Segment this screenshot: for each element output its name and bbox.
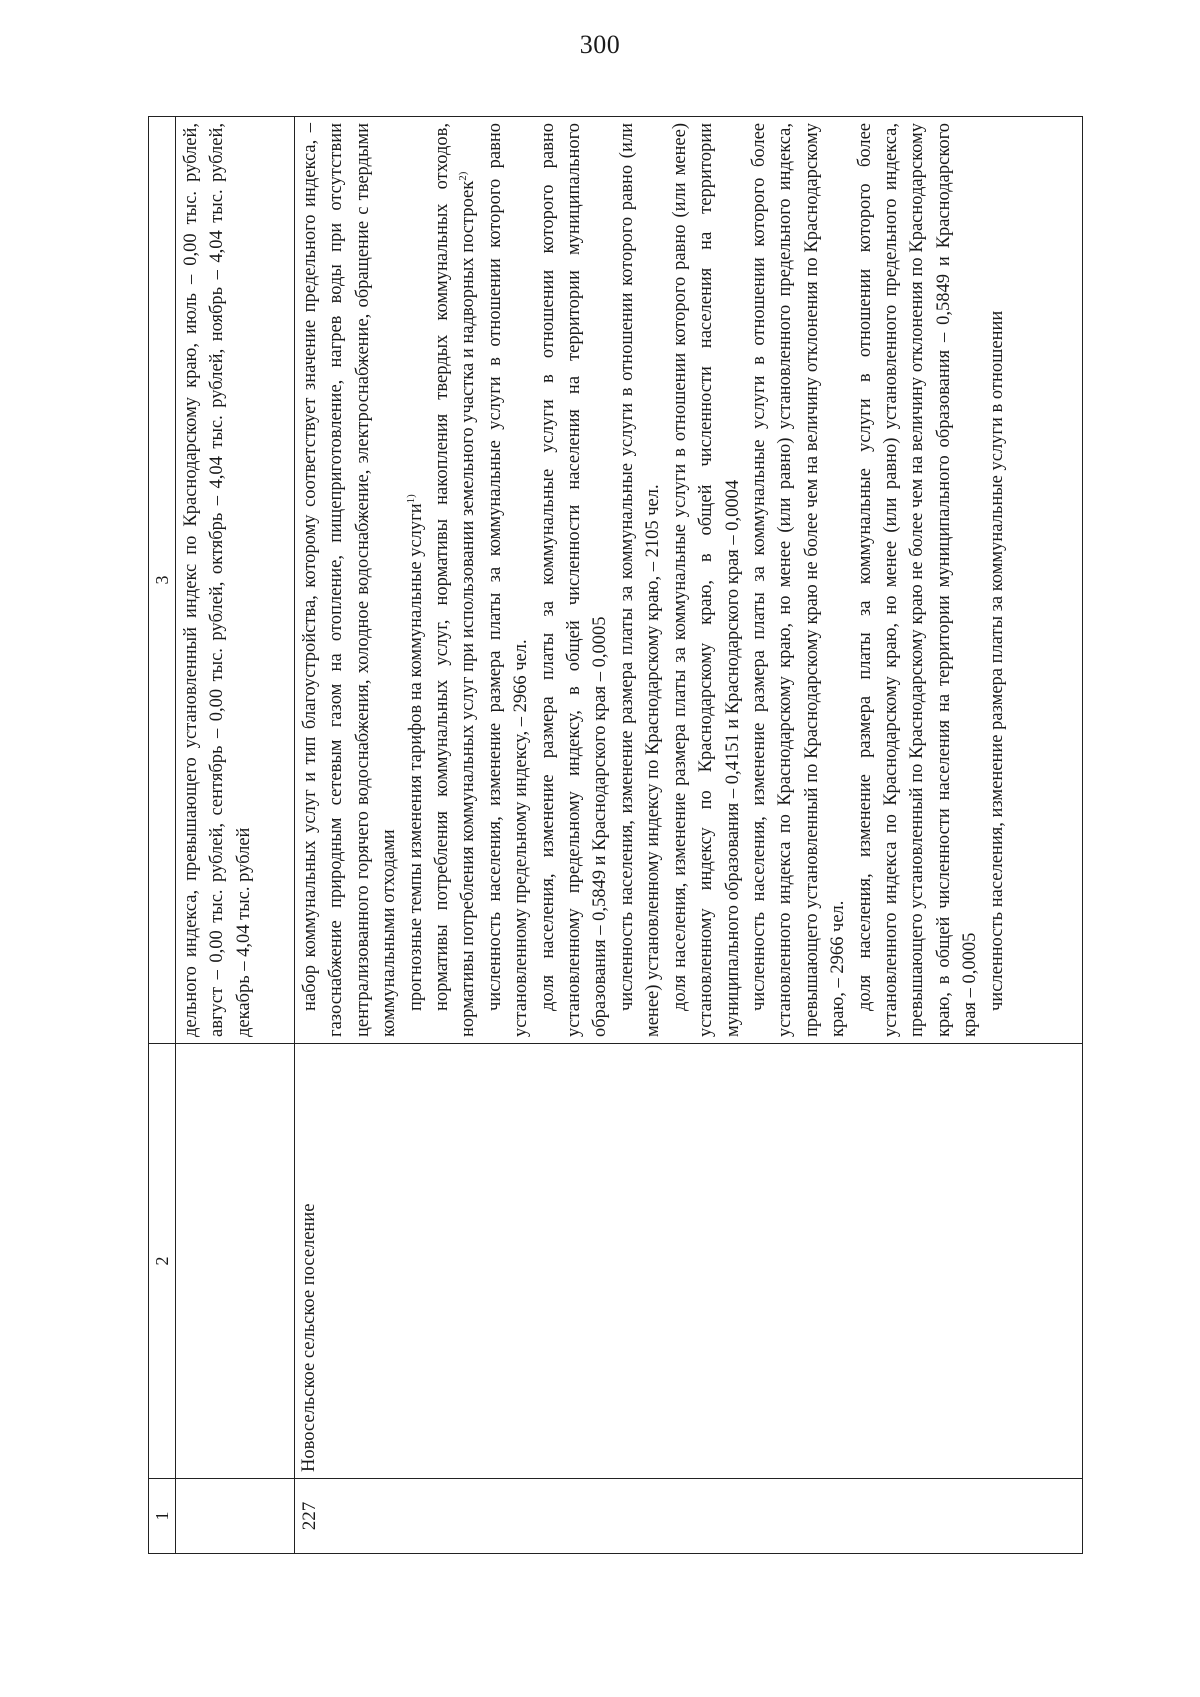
continuation-paragraph: дельного индекса, превышающего установленный индекс по Краснодарскому краю, июль – 0,00 тыс. рублей, август – 0,00 тыс. рублей, сентябрь – 0,00 тыс. рублей, октябрь – 4,04 тыс. рублей, ноябрь – 4,04 тыс. рублей, декабрь – 4,04 тыс. рублей	[181, 123, 254, 1037]
paragraph-utility-set: набор коммунальных услуг и тип благоустройства, которому соответствует значение предельного индекса, – газоснабжение природным сетевым газом на отопление, пищеприготовление, нагрев воды при отсутствии централизованного горячего водоснабжения, холодное водоснабжение, электроснабжение, обращение с твердыми коммунальными отходами	[300, 123, 400, 1037]
table-row-227	[295, 117, 1083, 1554]
row-name-cell	[176, 1044, 295, 1479]
paragraph-population-between: численность населения, изменение размера платы за коммунальные услуги в отношении которого более установленного индекса по Краснодарскому краю, но менее (или равно) установленного предельного индекса, превышающего установленный по Краснодарскому краю не более чем на величину отклонения по Краснодарскому краю, – 2966 чел.	[748, 123, 849, 1037]
row-text-cell	[295, 117, 1083, 1044]
page-number: 300	[579, 30, 621, 59]
paragraph-consumption-norms: нормативы потребления коммунальных услуг, нормативы накопления твердых коммунальных отходов, нормативы потребления коммунальных услуг при использовании земельного участка и надворных построек$^{2)}$	[432, 123, 479, 1037]
paragraph-tariff-rates: прогнозные темпы изменения тарифов на коммунальные услуги$^{1)}$	[404, 494, 426, 1011]
row-text-cell	[176, 117, 295, 1044]
rotated-table-area	[148, 117, 1063, 1554]
paragraph-share-equal: доля населения, изменение размера платы за коммунальные услуги в отношении которого равно установленному предельному индексу, в общей численности населения на территории муниципального образования – 0,5849 и Краснодарского края – 0,0005	[537, 123, 611, 1037]
table-sheet	[148, 117, 1063, 1554]
data-table	[148, 116, 1083, 1554]
paragraph-share-less: доля населения, изменение размера платы за коммунальные услуги в отношении которого равно (или менее) установленному индексу по Краснодарскому краю, в общей численности населения на территории муниципального образования – 0,4151 и Краснодарского края – 0,0004	[669, 123, 743, 1037]
column-header-1: 1	[149, 1479, 176, 1554]
row-name-cell: Новосельское сельское поселение	[295, 1044, 1083, 1479]
paragraph-population-more: численность населения, изменение размера платы за коммунальные услуги в отношении	[986, 310, 1007, 1011]
column-header-2: 2	[149, 1044, 176, 1479]
paragraph-population-less: численность населения, изменение размера платы за коммунальные услуги в отношении которого равно (или менее) установленному индексу по Краснодарскому краю, – 2105 чел.	[616, 123, 664, 1037]
table-header-row	[149, 117, 176, 1554]
paragraph-population-equal: численность населения, изменение размера платы за коммунальные услуги в отношении которого равно установленному предельному индексу, – 2966 чел.	[484, 123, 532, 1037]
table-row-continuation	[176, 117, 295, 1554]
column-header-3: 3	[149, 117, 176, 1044]
row-number-cell	[176, 1479, 295, 1554]
row-number-cell: 227	[295, 1479, 1083, 1554]
paragraph-share-between: доля населения, изменение размера платы за коммунальные услуги в отношении которого более установленного индекса по Краснодарскому краю, но менее (или равно) установленного предельного индекса, превышающего установленный по Краснодарскому краю не более чем на величину отклонения по Краснодарскому краю, в общей численности населения на территории муниципального образования – 0,5849 и Краснодарского края – 0,0005	[854, 123, 981, 1037]
